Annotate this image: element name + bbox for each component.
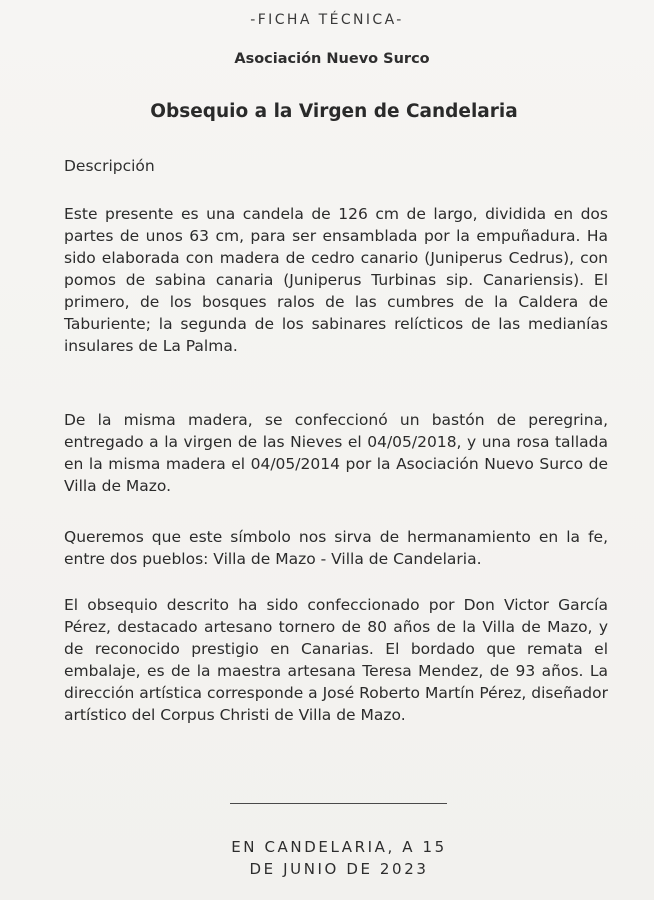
document-title: Obsequio a la Virgen de Candelaria	[150, 101, 518, 122]
organization-name: Asociación Nuevo Surco	[234, 51, 430, 67]
section-label: Descripción	[64, 157, 155, 175]
signature-line	[230, 803, 447, 804]
document-kicker: -FICHA TÉCNICA-	[250, 12, 404, 28]
paragraph-2: De la misma madera, se confeccionó un bastón de peregrina, entregado a la virgen de las Nieves el 04/05/2018, y una rosa tallada en la misma madera el 04/05/2014 por la Asociación Nuevo Surco de Villa de Mazo.	[64, 411, 608, 495]
paragraph-3: Queremos que este símbolo nos sirva de hermanamiento en la fe, entre dos pueblos: Villa de Mazo - Villa de Candelaria.	[64, 528, 608, 568]
place-date-block	[0, 836, 654, 880]
paragraph-1: Este presente es una candela de 126 cm de largo, dividida en dos partes de unos 63 cm, para ser ensamblada por la empuñadura. Ha sido elaborada con madera de cedro canario (Juniperus Cedrus), con pomos de sabina canaria (Juniperus Turbinas sip. Canariensis). El primero, de los bosques ralos de las cumbres de la Caldera de Taburiente; la segunda de los sabinares relícticos de las medianías insulares de La Palma.	[64, 205, 608, 355]
place-date-line-2: DE JUNIO DE 2023	[249, 860, 429, 878]
paragraph-4: El obsequio descrito ha sido confeccionado por Don Victor García Pérez, destacado artesano tornero de 80 años de la Villa de Mazo, y de reconocido prestigio en Canarias. El bordado que remata el embalaje, es de la maestra artesana Teresa Mendez, de 93 años. La dirección artística corresponde a José Roberto Martín Pérez, diseñador artístico del Corpus Christi de Villa de Mazo.	[64, 596, 609, 724]
place-date-line-1: EN CANDELARIA, A 15	[231, 838, 447, 856]
